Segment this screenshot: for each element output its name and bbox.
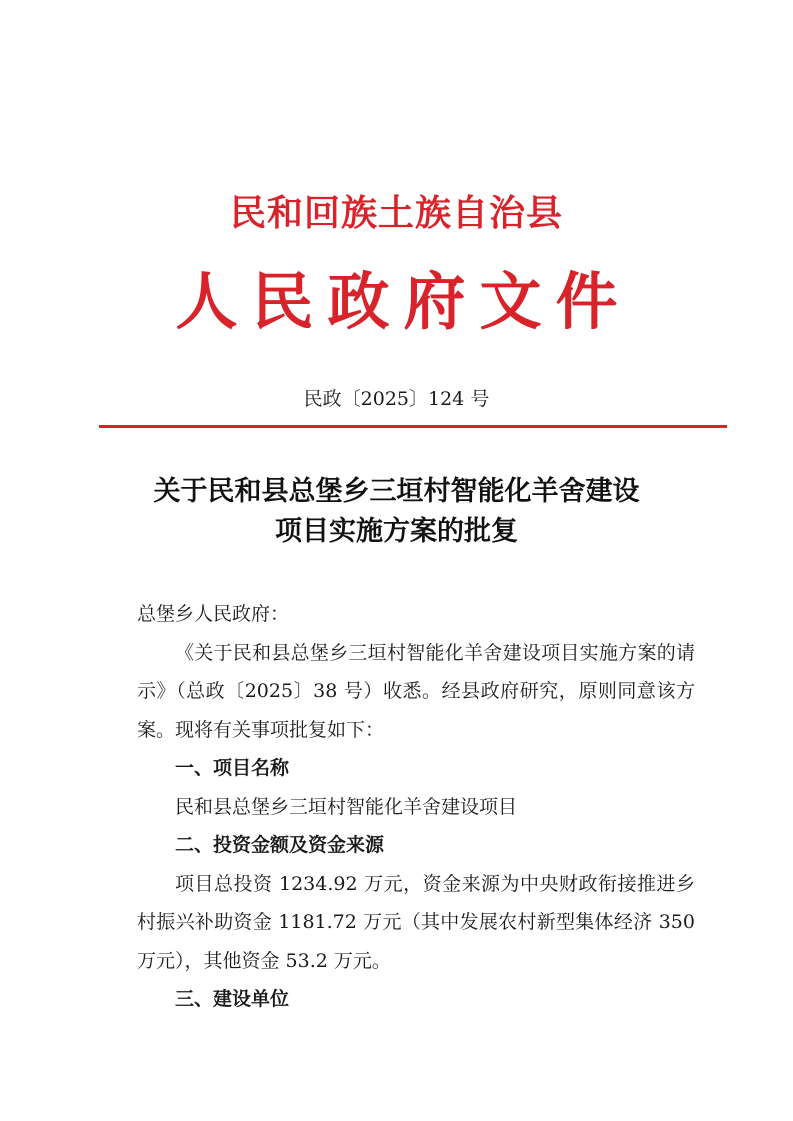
section-2-heading: 二、投资金额及资金来源 bbox=[175, 834, 385, 856]
salutation: 总堡乡人民政府： bbox=[137, 603, 290, 625]
document-body bbox=[137, 595, 695, 1019]
red-divider-line bbox=[99, 425, 727, 428]
title-line-2: 项目实施方案的批复 bbox=[275, 516, 518, 547]
document-title bbox=[0, 472, 793, 552]
section-1-heading: 一、项目名称 bbox=[175, 757, 290, 779]
intro-paragraph: 《关于民和县总堡乡三垣村智能化羊舍建设项目实施方案的请示》（总政〔2025〕38 号）收悉。经县政府研究，原则同意该方案。现将有关事项批复如下： bbox=[137, 641, 695, 741]
section-3-heading: 三、建设单位 bbox=[175, 988, 290, 1010]
document-type-heading: 人民政府文件 bbox=[175, 265, 632, 338]
section-1-text: 民和县总堡乡三垣村智能化羊舍建设项目 bbox=[175, 795, 518, 818]
document-number: 民政〔2025〕124 号 bbox=[303, 388, 490, 410]
title-line-1: 关于民和县总堡乡三垣村智能化羊舍建设 bbox=[153, 476, 640, 507]
issuing-organization: 民和回族土族自治县 bbox=[229, 192, 563, 234]
section-2-text: 项目总投资 1234.92 万元，资金来源为中央财政衔接推进乡村振兴补助资金 1181.72 万元（其中发展农村新型集体经济 350 万元），其他资金 53.2 万元。 bbox=[137, 872, 695, 972]
